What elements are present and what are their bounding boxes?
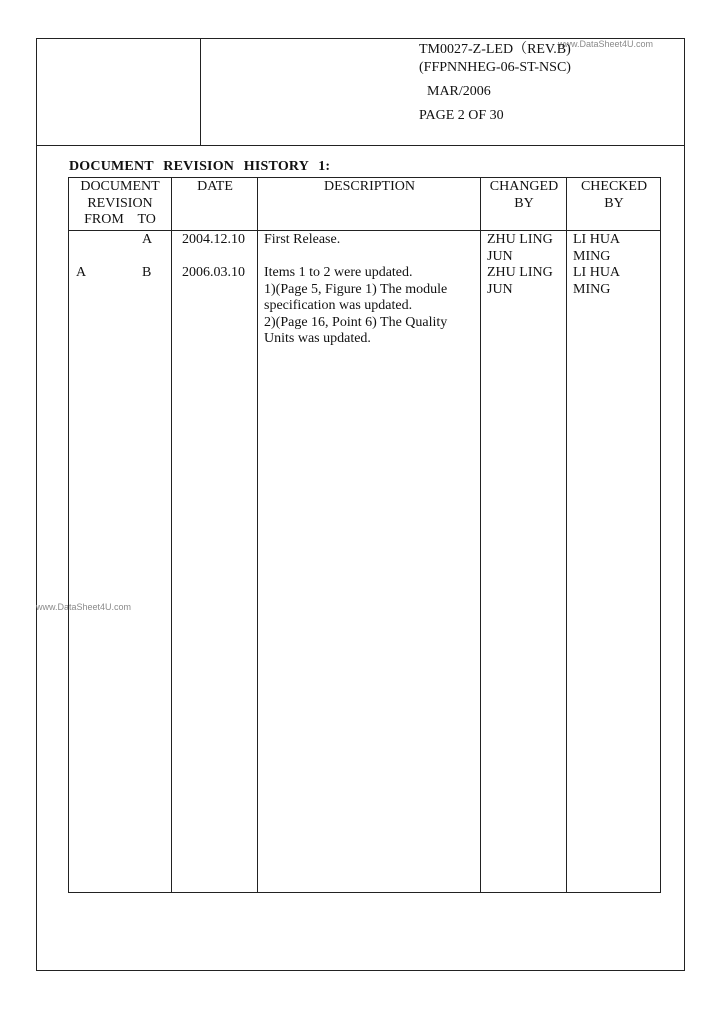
revision-checked-by: LI HUA MING <box>573 232 621 264</box>
revision-from: A <box>76 265 87 280</box>
section-title: DOCUMENT REVISION HISTORY 1: <box>69 159 331 174</box>
revision-to: B <box>142 265 152 280</box>
part-number: (FFPNNHEG-06-ST-NSC) <box>419 60 571 75</box>
header-divider-horizontal <box>36 145 685 146</box>
revision-changed-by: ZHU LING JUN <box>487 232 553 264</box>
watermark-middle-left: www.DataSheet4U.com <box>36 602 132 612</box>
table-header-divider <box>68 230 661 231</box>
revision-date: MAR/2006 <box>427 84 491 99</box>
header-divider-vertical <box>200 38 201 146</box>
page-number: PAGE 2 OF 30 <box>419 108 504 123</box>
doc-number: TM0027-Z-LED（REV.B) <box>419 42 571 57</box>
header-checked-by: CHECKED BY <box>580 179 648 211</box>
table-column-divider <box>566 177 567 893</box>
table-column-divider <box>257 177 258 893</box>
table-column-divider <box>171 177 172 893</box>
revision-changed-by: ZHU LING JUN <box>487 265 553 297</box>
header-changed-by: CHANGED BY <box>489 179 559 211</box>
revision-to: A <box>142 232 153 247</box>
revision-description: First Release. <box>264 232 341 247</box>
revision-date-cell: 2006.03.10 <box>182 265 245 280</box>
header-description: DESCRIPTION <box>323 179 415 194</box>
revision-date-cell: 2004.12.10 <box>182 232 245 247</box>
header-document-revision: DOCUMENT REVISION FROM TO <box>80 179 160 227</box>
revision-checked-by: LI HUA MING <box>573 265 621 297</box>
revision-description: Items 1 to 2 were updated. 1)(Page 5, Figure 1) The module specification was updated. 2)(Page 16, Point 6) The Quality Units was updated. <box>264 265 448 346</box>
table-column-divider <box>480 177 481 893</box>
watermark-top-right: www.DataSheet4U.com <box>558 39 654 49</box>
header-date: DATE <box>197 179 233 194</box>
